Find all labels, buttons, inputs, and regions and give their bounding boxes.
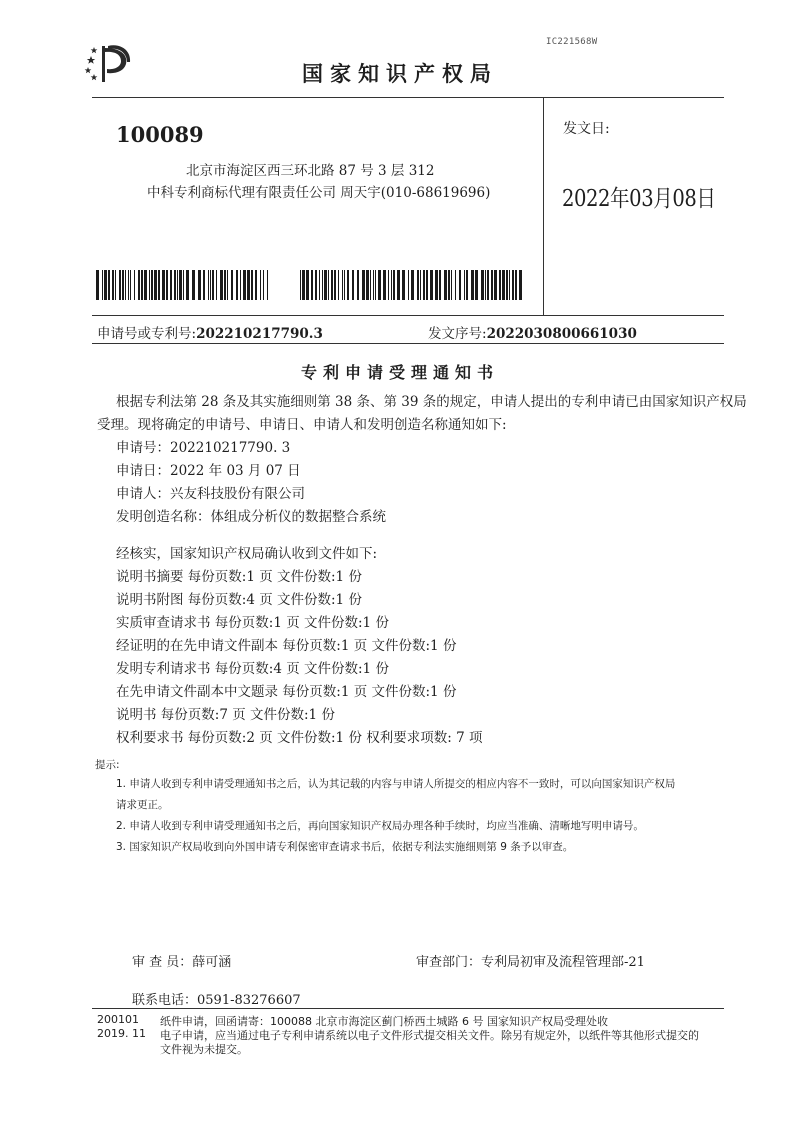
document-item: 权利要求书 每份页数:2 页 文件份数:1 份 权利要求项数: 7 项 (116, 730, 483, 746)
barcode-bar (388, 270, 389, 300)
barcode-bar (311, 270, 313, 300)
barcode-bar (210, 270, 211, 300)
barcode-bar (494, 270, 497, 300)
header-rule (92, 97, 724, 98)
barcode-bar (260, 270, 261, 300)
barcode-bar (487, 270, 489, 300)
barcode-bar (515, 270, 517, 300)
barcode-bar (435, 270, 438, 300)
send-date-label: 发文日: (563, 121, 610, 137)
document-item: 说明书 每份页数:7 页 文件份数:1 份 (116, 707, 335, 723)
barcode-bar (96, 270, 99, 300)
barcode-bar (383, 270, 386, 300)
barcode-bar (203, 270, 205, 300)
application-number-label: 申请号或专利号: (97, 326, 197, 342)
barcode-bar (174, 270, 176, 300)
barcode-bar (502, 270, 505, 300)
send-number-label: 发文序号: (428, 326, 487, 342)
footer-line-3: 文件视为未提交。 (160, 1043, 248, 1056)
barcode-bar (459, 270, 461, 300)
contact-phone: 联系电话：0591-83276607 (132, 993, 301, 1008)
send-date: 2022年03月08日 (562, 186, 716, 212)
barcode-bar (300, 270, 301, 300)
barcode-bar (119, 270, 121, 300)
intro-line-1: 根据专利法第 28 条及其实施细则第 38 条、第 39 条的规定，申请人提出的专利申请已由国家知识产权局 (116, 394, 747, 410)
barcode-bar (322, 270, 323, 300)
address-block-rule (92, 315, 724, 316)
barcode-bar (420, 270, 421, 300)
documents-intro: 经核实，国家知识产权局确认收到文件如下: (116, 546, 378, 562)
recipient-agency: 中科专利商标代理有限责任公司 周天宇(010-68619696) (147, 185, 491, 201)
barcode-bar (378, 270, 381, 300)
barcode-bar (128, 270, 129, 300)
barcode-bar (357, 270, 359, 300)
document-item: 经证明的在先申请文件副本 每份页数:1 页 文件份数:1 份 (116, 638, 457, 654)
barcode-bar (134, 270, 135, 300)
barcode-bar (141, 270, 143, 300)
barcode-bar (306, 270, 309, 300)
barcode-bar (391, 270, 392, 300)
field-applicant: 申请人：兴友科技股份有限公司 (116, 486, 305, 502)
document-item: 发明专利请求书 每份页数:4 页 文件份数:1 份 (116, 661, 389, 677)
field-application-date: 申请日：2022 年 03 月 07 日 (116, 463, 301, 479)
postcode: 100089 (116, 122, 204, 147)
barcode-bar (179, 270, 182, 300)
barcode-left (96, 270, 272, 300)
barcode-bar (512, 270, 514, 300)
barcode-bar (115, 270, 116, 300)
barcode-bar (104, 270, 107, 300)
barcode-bar (411, 270, 414, 300)
barcode-bar (328, 270, 329, 300)
barcode-bar (255, 270, 257, 300)
barcode-bar (170, 270, 172, 300)
barcode-bar (471, 270, 474, 300)
review-department: 审查部门：专利局初审及流程管理部-21 (416, 955, 645, 970)
barcode-bar (166, 270, 168, 300)
barcode-bar (125, 270, 126, 300)
barcode-bar (319, 270, 320, 300)
barcode-bar (183, 270, 184, 300)
barcode-bar (430, 270, 433, 300)
send-number-row (428, 322, 637, 342)
barcode-bar (334, 270, 336, 300)
barcode-bar (366, 270, 369, 300)
barcode-bar (423, 270, 425, 300)
footer-code-2: 2019. 11 (97, 1027, 146, 1040)
barcode-bar (158, 270, 160, 300)
barcode-bar (302, 270, 305, 300)
barcode-bar (263, 270, 264, 300)
barcode-bar (216, 270, 217, 300)
barcode-bar (315, 270, 317, 300)
barcode-bar (149, 270, 150, 300)
barcode-bar (426, 270, 428, 300)
barcode-bar (162, 270, 165, 300)
reviewer: 审 查 员：薛可涵 (132, 955, 232, 970)
barcode-bar (417, 270, 419, 300)
barcode-bar (240, 270, 241, 300)
barcode-bar (102, 270, 103, 300)
footer-rule (92, 1008, 724, 1009)
notice-title: 专利申请受理通知书 (300, 363, 499, 382)
barcode-bar (347, 270, 349, 300)
barcode-bar (439, 270, 441, 300)
document-item: 实质审查请求书 每份页数:1 页 文件份数:1 份 (116, 615, 389, 631)
footer-line-1: 纸件申请，回函请寄：100088 北京市海淀区蓟门桥西土城路 6 号 国家知识产权局受理处收 (160, 1015, 608, 1028)
barcode-bar (352, 270, 354, 300)
barcode-bar (247, 270, 250, 300)
barcode-bar (138, 270, 140, 300)
barcode-bar (373, 270, 374, 300)
date-column-divider (543, 97, 544, 315)
send-number: 2022030800661030 (486, 326, 637, 342)
barcode-bar (220, 270, 223, 300)
document-item: 说明书附图 每份页数:4 页 文件份数:1 份 (116, 592, 362, 608)
barcode-bar (342, 270, 343, 300)
barcode-bar (448, 270, 450, 300)
tip-item-2: 2. 申请人收到专利申请受理通知书之后，再向国家知识产权局办理各种手续时，均应当准确、清晰地写明申请号。 (116, 820, 644, 832)
numbers-rule (92, 343, 724, 344)
barcode-bar (475, 270, 478, 300)
field-invention-title: 发明创造名称：体组成分析仪的数据整合系统 (116, 509, 386, 525)
barcode-bar (499, 270, 501, 300)
barcode-bar (455, 270, 456, 300)
barcode-bar (491, 270, 493, 300)
intro-line-2: 受理。现将确定的申请号、申请日、申请人和发明创造名称通知如下: (97, 417, 507, 433)
application-number: 202210217790.3 (196, 326, 323, 342)
tip-item-3: 3. 国家知识产权局收到向外国申请专利保密审查请求书后，依据专利法实施细则第 9 条予以审查。 (116, 841, 574, 853)
tips-label: 提示: (95, 759, 120, 771)
barcode-bar (485, 270, 486, 300)
barcode-bar (338, 270, 339, 300)
barcode-bar (331, 270, 333, 300)
barcode-bar (208, 270, 209, 300)
barcode-bar (227, 270, 228, 300)
barcode-bar (324, 270, 327, 300)
barcode-bar (481, 270, 484, 300)
barcode-right (300, 270, 522, 300)
footer-line-2: 电子申请，应当通过电子专利申请系统以电子文件形式提交相关文件。除另有规定外，以纸件等其他形式提交的 (160, 1029, 699, 1042)
barcode-bar (509, 270, 510, 300)
barcode-bar (393, 270, 395, 300)
barcode-bar (212, 270, 214, 300)
recipient-address: 北京市海淀区西三环北路 87 号 3 层 312 (186, 163, 435, 179)
barcode-bar (231, 270, 233, 300)
barcode-bar (397, 270, 400, 300)
barcode-bar (344, 270, 345, 300)
barcode-bar (466, 270, 468, 300)
barcode-bar (144, 270, 147, 300)
barcode-bar (519, 270, 522, 300)
barcode-bar (224, 270, 226, 300)
barcode-bar (186, 270, 189, 300)
barcode-bar (108, 270, 110, 300)
office-title: 国家知识产权局 (302, 61, 498, 86)
barcode-bar (464, 270, 465, 300)
barcode-bar (251, 270, 253, 300)
barcode-bar (236, 270, 238, 300)
barcode-bar (177, 270, 178, 300)
barcode-bar (375, 270, 376, 300)
barcode-bar (151, 270, 153, 300)
barcode-bar (112, 270, 114, 300)
barcode-bar (402, 270, 405, 300)
barcode-bar (154, 270, 157, 300)
barcode-bar (408, 270, 409, 300)
application-number-row (97, 322, 323, 342)
footer-code-1: 200101 (97, 1013, 139, 1026)
barcode-bar (130, 270, 131, 300)
barcode-bar (362, 270, 365, 300)
barcode-bar (192, 270, 195, 300)
barcode-bar (451, 270, 452, 300)
barcode-bar (370, 270, 371, 300)
barcode-bar (506, 270, 508, 300)
tip-item-1: 1. 申请人收到专利申请受理通知书之后，认为其记载的内容与申请人所提交的相应内容不一致时，可以向国家知识产权局 (116, 778, 676, 790)
document-item: 说明书摘要 每份页数:1 页 文件份数:1 份 (116, 569, 362, 585)
barcode-bar (198, 270, 201, 300)
document-item: 在先申请文件副本中文题录 每份页数:1 页 文件份数:1 份 (116, 684, 457, 700)
barcode-bar (444, 270, 447, 300)
barcode-bar (267, 270, 268, 300)
barcode-bar (243, 270, 246, 300)
barcode-bar (122, 270, 124, 300)
field-application-number: 申请号：202210217790. 3 (116, 440, 291, 456)
tip-item-1-cont: 请求更正。 (116, 799, 169, 811)
form-code: IC221568W (546, 37, 598, 47)
